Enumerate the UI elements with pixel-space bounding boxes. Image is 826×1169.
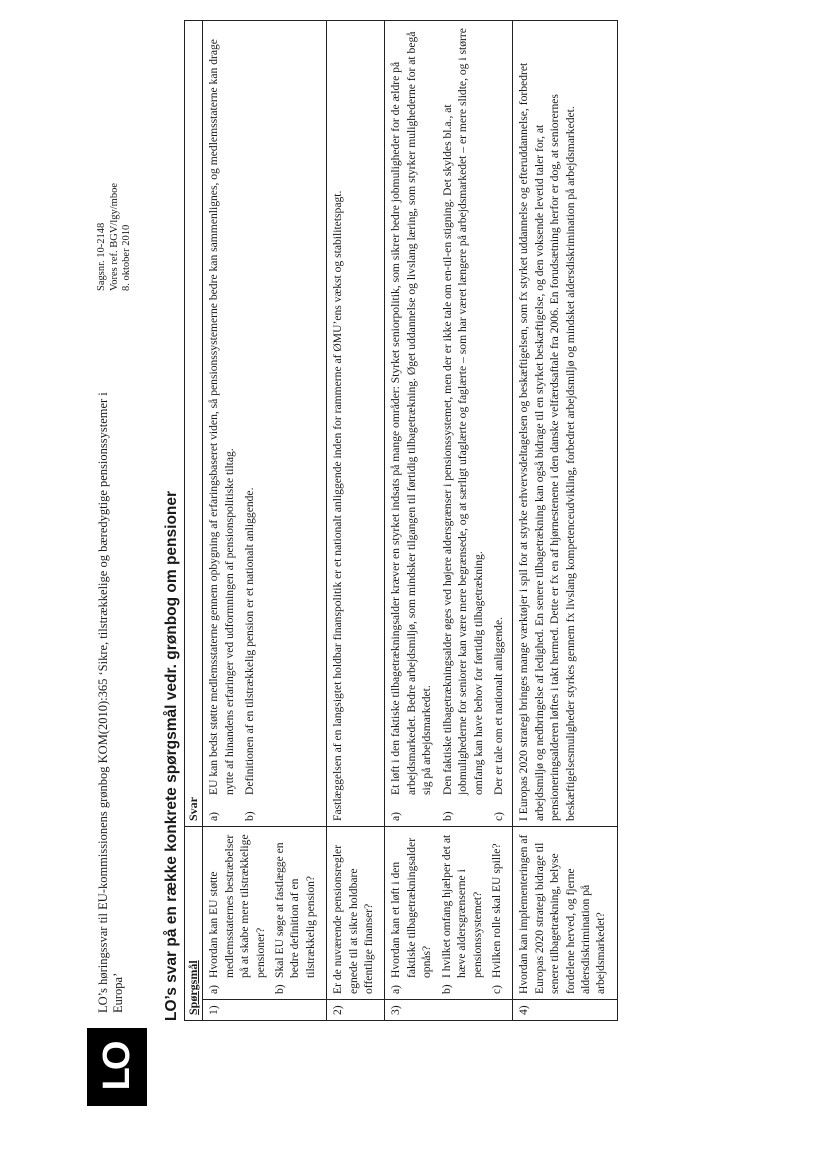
row-number: 4)	[513, 1000, 617, 1021]
document-title: LO’s høringssvar til EU-kommissionens grønbog KOM(2010):365 ‘Sikre, tilstrækkelige og bæredygtige pensionssystemer i Europa’	[96, 392, 125, 1013]
row-number: 1)	[203, 1000, 327, 1021]
table-header-row	[185, 21, 203, 1021]
answer-text: EU kan bedst støtte medlemsstaterne gennem opbygning af erfaringsbaseret viden, så pensionssystemerne bedre kan sammenlignes, og medlemsstaterne kan drage nytte af hinandens erfaringer ved udformningen af pensionspolitiske tiltag.	[207, 39, 236, 795]
reference-block	[96, 91, 134, 291]
question-text: Skal EU søge at fastlægge en bedre definition af en tilstrækkelig pension?	[273, 842, 317, 978]
answer-label: a)	[389, 811, 403, 821]
answer-item	[206, 26, 237, 821]
question-item	[272, 832, 318, 994]
question-text: Er de nuværende pensionsregler egnede til at sikre holdbare offentlige finanser?	[331, 844, 376, 994]
question-text: Hvordan kan EU støtte medlemsstaternes bestræbelser på at skabe mere tilstrækkelige pensioner?	[207, 834, 267, 978]
answer-label: b)	[243, 811, 257, 821]
row-number: 3)	[385, 1000, 513, 1021]
question-label: a)	[207, 984, 221, 994]
answer-label: c)	[491, 811, 505, 821]
question-item	[206, 832, 268, 994]
answer-item	[491, 26, 506, 821]
question-text: I hvilket omfang hjælper det at hæve aldersgrænserne i pensionssystemet?	[439, 834, 484, 978]
case-number: Sagsnr. 10-2148	[96, 222, 107, 291]
section-heading: LO’s svar på en række konkrete spørgsmål vedr. grønbog om pensioner	[163, 490, 180, 1021]
questions-answers-table	[184, 20, 618, 1021]
answer-text: I Europas 2020 strategi bringes mange værktøjer i spil for at styrke erhvervsdeltagelsen og beskæftigelsen, som fx styrket uddannelse og efteruddannelse, forbedret arbejdsmiljø og nedbringelse af ledighed. En senere tilbagetrækning kan også bidrage til en styrket beskæftigelse, og den voksende levetid taler for, at pensioneringsalderen løftes i takt hermed. Dette er fx en af hjørnestenene i den danske velfærdsaftale fra 2006. En forudsætning herfor er dog, at seniorernes beskæftigelsesmuligheder styrkes gennem fx livslang kompetenceudvikling, forbedret arbejdsmiljø og mindsket aldersdiskrimination på arbejdsmarkedet.	[517, 62, 577, 821]
our-reference: Vores ref. BGV/lgy/mboe	[108, 183, 120, 291]
answer-text: Et løft i den faktiske tilbagetrækningsalder kræver en styrket indsats på mange områder: Styrket seniorpolitik, som sikrer bedre jobmuligheder for de ældre på arbejdsmarkedet. Bedre arbejdsmiljø, som mindsker tilgangen til førtidig tilbagetrækning. Øget uddannelse og livslang læring, som styrker mulighederne for at begå sig på arbejdsmarkedet.	[389, 31, 434, 795]
table-row	[327, 21, 385, 1021]
question-cell	[327, 827, 385, 1000]
answer-item	[388, 26, 434, 821]
question-item	[516, 832, 608, 994]
answer-text: Der er tale om et nationalt anliggende.	[491, 616, 505, 795]
table-row	[203, 21, 327, 1021]
question-cell	[385, 827, 513, 1000]
lo-logo: LO	[87, 1028, 147, 1106]
question-item	[489, 832, 504, 994]
question-cell	[513, 827, 617, 1000]
question-label: b)	[273, 984, 287, 994]
row-number: 2)	[327, 1000, 385, 1021]
question-label: b)	[439, 984, 453, 994]
answer-item	[440, 26, 486, 821]
question-item	[330, 832, 376, 994]
answer-label: a)	[207, 811, 221, 821]
question-label: c)	[489, 984, 503, 994]
answer-cell	[385, 21, 513, 827]
question-item	[439, 832, 485, 994]
question-item	[388, 832, 434, 994]
question-text: Hvordan kan implementeringen af Europas 2020 strategi bidrage til senere tilbagetrækning, belyse fordelene herved, og fjerne aldersdiskrimination på arbejdsmarkedet?	[517, 834, 608, 994]
answer-text: Den faktiske tilbagetrækningsalder øges ved højere aldersgrænser i pensionssystemet, men der er ikke tale om en-til-en stigning. Det skyldes bl.a., at jobmulighederne for seniorer kan være mere begrænsede, og at særligt ufaglærte og faglærte – som har været længere på arbejdsmarkedet – er mere slidte, og i større omfang kan have behov for førtidig tilbagetrækning.	[440, 28, 485, 795]
column-header-answer: Svar	[185, 21, 203, 827]
question-cell	[203, 827, 327, 1000]
question-text: Hvordan kan et løft i den faktiske tilbagetrækningsalder opnås?	[389, 837, 434, 978]
answer-item	[242, 26, 257, 821]
answer-text: Fastlæggelsen af en langsigtet holdbar finanspolitik er et nationalt anliggende inden for rammerne af ØMU’ens vækst og stabilitetspagt.	[331, 190, 345, 821]
answer-cell	[513, 21, 617, 827]
answer-cell	[327, 21, 385, 827]
question-label: a)	[389, 984, 403, 994]
document-date: 8. oktober 2010	[121, 224, 132, 291]
column-header-question: Spørgsmål	[185, 827, 203, 1021]
answer-text: Definitionen af en tilstrækkelig pension er et nationalt anliggende.	[243, 487, 257, 795]
answer-cell	[203, 21, 327, 827]
answer-label: b)	[440, 811, 454, 821]
table-row	[385, 21, 513, 1021]
table-row	[513, 21, 617, 1021]
question-text: Hvilken rolle skal EU spille?	[489, 843, 503, 978]
